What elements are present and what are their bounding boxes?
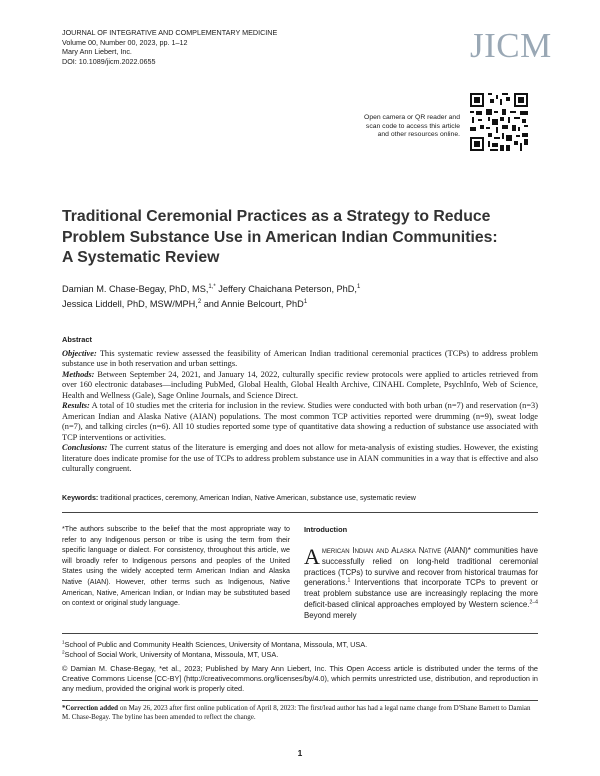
author[interactable]: Damian M. Chase-Begay, PhD, MS, xyxy=(62,284,209,294)
journal-publisher: Mary Ann Liebert, Inc. xyxy=(62,47,132,57)
footnote-terminology: *The authors subscribe to the belief that the most appropriate way to refer to any Indigenous person or tribe is using the term from their specific language or dialect. For consistency, throughout this article, we will broadly refer to Indigenous persons and peoples of the United States using the widely accepted term American Indian and Alaska Native (AIAN). However, other terms such as Indigenous, Native American, Native, American Indian, or Indian may be substituted based on context or original study language. xyxy=(62,525,290,608)
correction-label: *Correction added xyxy=(62,704,119,712)
abstract-body xyxy=(62,349,538,474)
title-line: Problem Substance Use in American Indian Communities: xyxy=(62,228,498,246)
affiliation-marker: 1,* xyxy=(208,283,216,290)
citation[interactable]: 2–4 xyxy=(529,599,538,606)
journal-header xyxy=(62,28,277,66)
title-line: Traditional Ceremonial Practices as a Strategy to Reduce xyxy=(62,208,491,225)
author[interactable]: and Annie Belcourt, PhD xyxy=(201,299,304,309)
introduction-body: American Indian and Alaska Native (AIAN)* communities have successfully relied on long-held traditional ceremonial practices (TCPs) to survive and recover from historical traumas for generations.$^1$ Interventions that incorporate TCPs to prevent or treat problem substance use are increasingly replacing the more deficit-based clinical approaches employed by Western science.$^{2-4}$ Beyond merely xyxy=(304,544,538,620)
journal-logo: JICM xyxy=(470,26,552,65)
qr-code-icon[interactable] xyxy=(470,93,528,151)
affiliation-marker: 1 xyxy=(303,298,308,305)
abstract-heading: Abstract xyxy=(62,335,92,344)
qr-note-line: and other resources online. xyxy=(377,131,460,139)
article-title xyxy=(62,207,542,269)
divider xyxy=(62,700,538,701)
lead-small-caps: merican Indian and Alaska Native xyxy=(321,546,442,555)
abstract-methods: Methods: Between September 24, 2021, and January 14, 2022, culturally specific review protocols were applied to articles retrieved from over 160 electronic databases—including PubMed, Global Health, Global Health Archive, CINAHL Complete, PsychInfo, Web of Science, Health and Wellness (Gale), Sage Online Journals, and Science Direct. xyxy=(62,369,538,400)
title-line: A Systematic Review xyxy=(62,249,220,266)
affiliation: $^2$School of Social Work, University of Montana, Missoula, MT, USA. xyxy=(62,650,279,659)
keywords-label: Keywords: xyxy=(62,494,99,502)
citation[interactable]: 1 xyxy=(347,577,351,584)
journal-doi[interactable]: DOI: 10.1089/jicm.2022.0655 xyxy=(62,56,156,66)
abstract-conclusions: Conclusions: The current status of the literature is emerging and does not allow for meta-analysis of existing studies. However, the existing literature does indicate promise for the use of TCPs to address problem substance use in AIAN communities in a way that is effective and also culturally congruent. xyxy=(62,443,538,473)
affiliation-marker: 2 xyxy=(197,298,202,305)
qr-note-line: Open camera or QR reader and xyxy=(364,114,460,121)
abstract-results: Results: A total of 10 studies met the criteria for inclusion in the review. Studies were conducted with both urban (n=7) and reservation (n=3) American Indian and Alaska Native (AIAN) populations. The most common TCP activities reported were drumming (n=9), sweat lodge (n=7), and talking circles (n=6). All 10 studies reported some type of quantitative data showing a reduction of substance use associated with TCP interventions or activities. xyxy=(62,401,538,442)
drop-cap: A xyxy=(304,544,320,569)
page-number: 1 xyxy=(297,748,303,758)
copyright-notice: © Damian M. Chase-Begay, *et al., 2023; Published by Mary Ann Liebert, Inc. This Open Access article is distributed under the terms of the Creative Commons License [CC-BY] (http://creativecommons.org/licenses/by/4.0), which permits unrestricted use, distribution, and reproduction in any medium, provided the original work is properly cited. xyxy=(62,664,538,693)
qr-note-line: scan code to access this article xyxy=(365,122,460,130)
author[interactable]: Jeffery Chaichana Peterson, PhD, xyxy=(215,284,357,294)
section-label: Methods: xyxy=(62,369,95,379)
correction-notice: *Correction added on May 26, 2023 after first online publication of April 8, 2023: The first/lead author has had a legal name change from D'Shane Barnett to Damian M. Chase-Begay. The byline has been amended to reflect the change. xyxy=(62,704,531,721)
author[interactable]: Jessica Liddell, PhD, MSW/MPH, xyxy=(62,299,198,309)
keywords-text: traditional practices, ceremony, American Indian, Native American, substance use, systematic review xyxy=(98,494,416,502)
divider xyxy=(62,633,538,634)
affiliation-marker: 1 xyxy=(356,283,361,290)
qr-note xyxy=(300,114,460,140)
section-label: Results: xyxy=(62,401,90,411)
affiliation: $^1$School of Public and Community Health Sciences, University of Montana, Missoula, MT, USA. xyxy=(62,640,368,649)
author-list xyxy=(62,282,542,312)
section-label: Conclusions: xyxy=(62,443,108,453)
introduction-heading: Introduction xyxy=(304,525,348,534)
section-label: Objective: xyxy=(62,349,97,358)
affiliations xyxy=(62,640,538,660)
journal-name: JOURNAL OF INTEGRATIVE AND COMPLEMENTARY MEDICINE xyxy=(62,28,278,37)
journal-volume: Volume 00, Number 00, 2023, pp. 1–12 xyxy=(62,37,188,47)
abstract-objective: Objective: This systematic review assessed the feasibility of American Indian traditional ceremonial practices (TCPs) to address problem substance use in both reservation and urban settings. xyxy=(62,349,538,369)
keywords xyxy=(62,494,538,502)
divider xyxy=(62,512,538,513)
